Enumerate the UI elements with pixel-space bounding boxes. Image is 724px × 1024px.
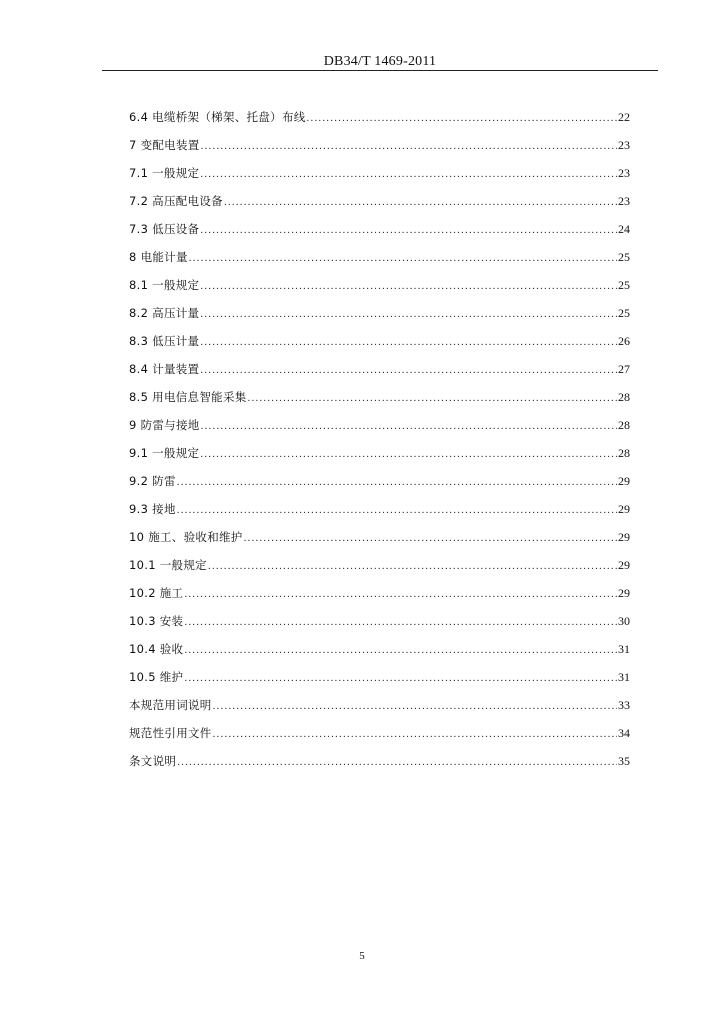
- toc-dot-leader: [184, 580, 617, 608]
- toc-entry-title: 9.1 一般规定: [129, 446, 200, 460]
- toc-entry-page-number: 25: [618, 250, 630, 264]
- toc-entry-page-number: 25: [618, 278, 630, 292]
- toc-entry[interactable]: [129, 243, 630, 271]
- toc-entry-page-number: 25: [618, 306, 630, 320]
- toc-dot-leader: [224, 188, 617, 216]
- toc-dot-leader: [200, 440, 617, 468]
- toc-dot-leader: [200, 300, 617, 328]
- toc-entry-title: 9.3 接地: [129, 502, 176, 516]
- toc-entry[interactable]: [129, 691, 630, 719]
- toc-entry-page-number: 29: [618, 586, 630, 600]
- toc-dot-leader: [177, 748, 617, 776]
- toc-dot-leader: [177, 496, 617, 524]
- toc-entry-page-number: 30: [618, 614, 630, 628]
- toc-entry[interactable]: [129, 523, 630, 551]
- toc-dot-leader: [201, 132, 617, 160]
- toc-entry-page-number: 27: [618, 362, 630, 376]
- toc-entry-title: 8.5 用电信息智能采集: [129, 390, 247, 404]
- toc-entry-title: 8 电能计量: [129, 250, 188, 264]
- toc-entry[interactable]: [129, 411, 630, 439]
- toc-entry[interactable]: [129, 299, 630, 327]
- toc-dot-leader: [248, 384, 617, 412]
- document-code: DB34/T 1469-2011: [323, 54, 437, 69]
- toc-entry[interactable]: [129, 635, 630, 663]
- toc-entry-title: 8.2 高压计量: [129, 306, 200, 320]
- toc-entry-title: 8.1 一般规定: [129, 278, 200, 292]
- toc-entry-page-number: 28: [618, 390, 630, 404]
- toc-entry-title: 规范性引用文件: [129, 726, 212, 740]
- toc-entry-page-number: 35: [618, 754, 630, 768]
- toc-entry-title: 10 施工、验收和维护: [129, 530, 243, 544]
- toc-entry-title: 条文说明: [129, 754, 177, 768]
- toc-dot-leader: [200, 160, 617, 188]
- toc-entry-page-number: 23: [618, 138, 630, 152]
- toc-entry[interactable]: [129, 467, 630, 495]
- toc-entry-page-number: 29: [618, 558, 630, 572]
- toc-dot-leader: [184, 664, 617, 692]
- toc-entry-title: 7 变配电装置: [129, 138, 200, 152]
- toc-entry-title: 6.4 电缆桥架（梯架、托盘）布线: [129, 110, 306, 124]
- page-header: [102, 50, 658, 71]
- toc-entry-page-number: 23: [618, 166, 630, 180]
- toc-entry-title: 10.4 验收: [129, 642, 184, 656]
- toc-entry-title: 8.4 计量装置: [129, 362, 200, 376]
- toc-entry[interactable]: [129, 159, 630, 187]
- toc-entry[interactable]: [129, 747, 630, 775]
- toc-entry[interactable]: [129, 719, 630, 747]
- toc-entry[interactable]: [129, 607, 630, 635]
- toc-entry-page-number: 31: [618, 642, 630, 656]
- table-of-contents: [129, 103, 630, 775]
- toc-entry-page-number: 29: [618, 474, 630, 488]
- toc-entry[interactable]: [129, 187, 630, 215]
- page-number: 5: [359, 950, 365, 962]
- toc-dot-leader: [189, 244, 617, 272]
- toc-entry[interactable]: [129, 551, 630, 579]
- toc-entry[interactable]: [129, 663, 630, 691]
- toc-dot-leader: [200, 356, 617, 384]
- toc-entry-page-number: 23: [618, 194, 630, 208]
- toc-entry-page-number: 22: [618, 110, 630, 124]
- toc-entry-page-number: 24: [618, 222, 630, 236]
- toc-entry[interactable]: [129, 355, 630, 383]
- toc-entry[interactable]: [129, 579, 630, 607]
- toc-dot-leader: [200, 328, 617, 356]
- toc-entry[interactable]: [129, 215, 630, 243]
- toc-entry-title: 8.3 低压计量: [129, 334, 200, 348]
- toc-dot-leader: [208, 552, 617, 580]
- toc-dot-leader: [213, 720, 617, 748]
- toc-entry-page-number: 33: [618, 698, 630, 712]
- toc-entry-title: 10.5 维护: [129, 670, 184, 684]
- toc-entry[interactable]: [129, 327, 630, 355]
- toc-entry[interactable]: [129, 271, 630, 299]
- toc-dot-leader: [213, 692, 617, 720]
- toc-entry[interactable]: [129, 131, 630, 159]
- toc-entry-title: 10.3 安装: [129, 614, 184, 628]
- toc-entry-title: 本规范用词说明: [129, 698, 212, 712]
- toc-dot-leader: [184, 608, 617, 636]
- toc-entry-title: 9.2 防雷: [129, 474, 176, 488]
- toc-entry-page-number: 28: [618, 418, 630, 432]
- toc-entry-page-number: 31: [618, 670, 630, 684]
- toc-entry-title: 7.2 高压配电设备: [129, 194, 223, 208]
- toc-entry-title: 10.2 施工: [129, 586, 184, 600]
- toc-entry-title: 7.3 低压设备: [129, 222, 200, 236]
- toc-entry-title: 7.1 一般规定: [129, 166, 200, 180]
- toc-entry[interactable]: [129, 383, 630, 411]
- toc-entry-page-number: 26: [618, 334, 630, 348]
- toc-entry-page-number: 28: [618, 446, 630, 460]
- toc-dot-leader: [184, 636, 617, 664]
- toc-dot-leader: [244, 524, 617, 552]
- toc-entry[interactable]: [129, 495, 630, 523]
- toc-entry[interactable]: [129, 439, 630, 467]
- toc-dot-leader: [200, 272, 617, 300]
- toc-entry-page-number: 29: [618, 502, 630, 516]
- toc-entry-title: 9 防雷与接地: [129, 418, 200, 432]
- toc-entry-page-number: 34: [618, 726, 630, 740]
- toc-dot-leader: [201, 412, 617, 440]
- toc-dot-leader: [200, 216, 617, 244]
- toc-entry[interactable]: [129, 103, 630, 131]
- toc-entry-page-number: 29: [618, 530, 630, 544]
- toc-entry-title: 10.1 一般规定: [129, 558, 207, 572]
- toc-dot-leader: [177, 468, 617, 496]
- toc-dot-leader: [307, 104, 617, 132]
